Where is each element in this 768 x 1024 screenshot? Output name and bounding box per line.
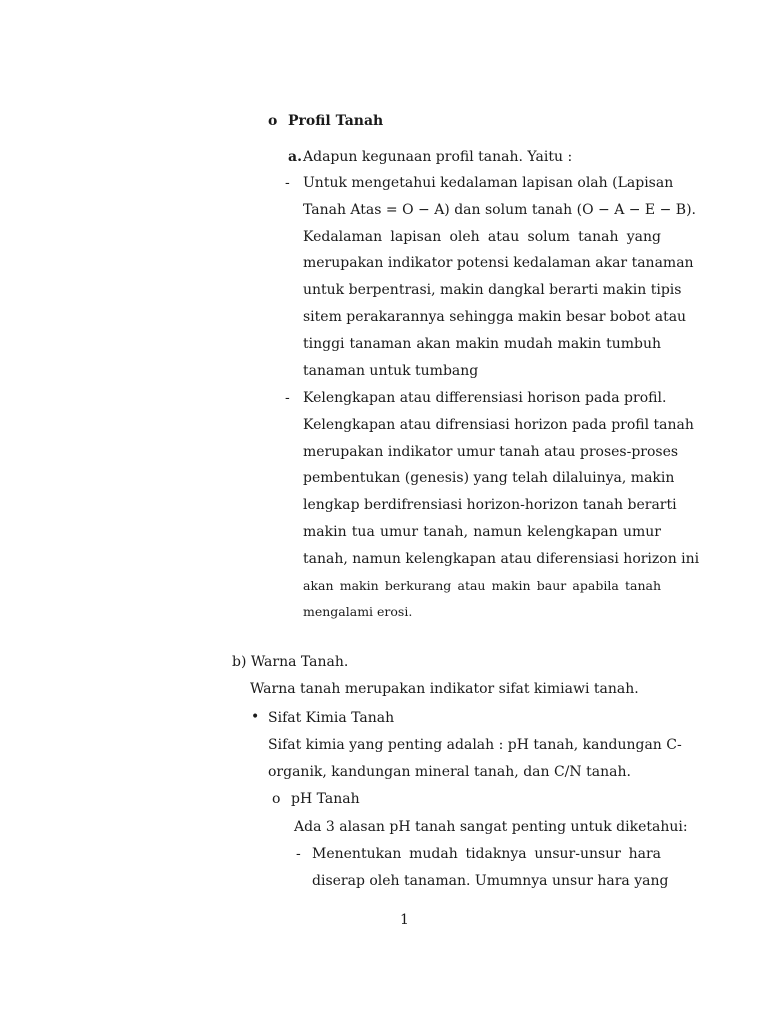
text-line: Kedalaman lapisan oleh atau solum tanah yang: [303, 228, 661, 245]
text-line: Kelengkapan atau difrensiasi horizon pada profil tanah: [303, 416, 694, 433]
warna-heading: b) Warna Tanah.: [232, 654, 349, 670]
text-line: mengalami erosi.: [303, 604, 413, 620]
text-line: Kelengkapan atau differensiasi horison pada profil.: [303, 390, 667, 406]
text-line: merupakan indikator potensi kedalaman akar tanaman: [303, 255, 694, 272]
text-line: makin tua umur tanah, namun kelengkapan umur: [303, 524, 661, 540]
dash-marker: -: [285, 390, 290, 406]
dash-marker: -: [285, 175, 290, 191]
text-line: Untuk mengetahui kedalaman lapisan olah (Lapisan: [303, 175, 674, 191]
text-line: Tanah Atas = O − A) dan solum tanah (O − A − E − B).: [303, 201, 696, 218]
ph-title: pH Tanah: [291, 791, 360, 807]
item-a-marker: a.: [288, 149, 302, 165]
text-line: lengkap berdifrensiasi horizon-horizon tanah berarti: [303, 497, 677, 514]
text-line: sitem perakarannya sehingga makin besar bobot atau: [303, 309, 687, 325]
text-line: merupakan indikator umur tanah atau proses-proses: [303, 443, 679, 460]
ph-bullet: o: [272, 791, 281, 807]
section-title: Profil Tanah: [288, 113, 384, 129]
sifat-kimia-title: Sifat Kimia Tanah: [268, 710, 395, 726]
page-number: 1: [400, 912, 409, 928]
sifat-kimia-line-1: Sifat kimia yang penting adalah : pH tanah, kandungan C-: [268, 737, 682, 753]
dash-marker: -: [296, 846, 301, 862]
text-line: untuk berpentrasi, makin dangkal berarti makin tipis: [303, 282, 682, 299]
section-bullet: o: [268, 113, 278, 129]
list-bullet: •: [251, 709, 260, 725]
text-line: Menentukan mudah tidaknya unsur-unsur hara: [312, 846, 661, 862]
sifat-kimia-line-2: organik, kandungan mineral tanah, dan C/N tanah.: [268, 764, 631, 780]
text-line: akan makin berkurang atau makin baur apabila tanah: [303, 577, 661, 593]
item-a-text: Adapun kegunaan profil tanah. Yaitu :: [303, 149, 573, 165]
text-line: tanaman untuk tumbang: [303, 362, 479, 379]
text-line: tinggi tanaman akan makin mudah makin tumbuh: [303, 335, 661, 352]
warna-text: Warna tanah merupakan indikator sifat kimiawi tanah.: [250, 681, 639, 697]
text-line: tanah, namun kelengkapan atau diferensiasi horizon ini: [303, 550, 700, 567]
ph-intro: Ada 3 alasan pH tanah sangat penting untuk diketahui:: [294, 819, 688, 835]
text-line: diserap oleh tanaman. Umumnya unsur hara yang: [312, 873, 669, 889]
text-line: pembentukan (genesis) yang telah dilaluinya, makin: [303, 470, 675, 487]
